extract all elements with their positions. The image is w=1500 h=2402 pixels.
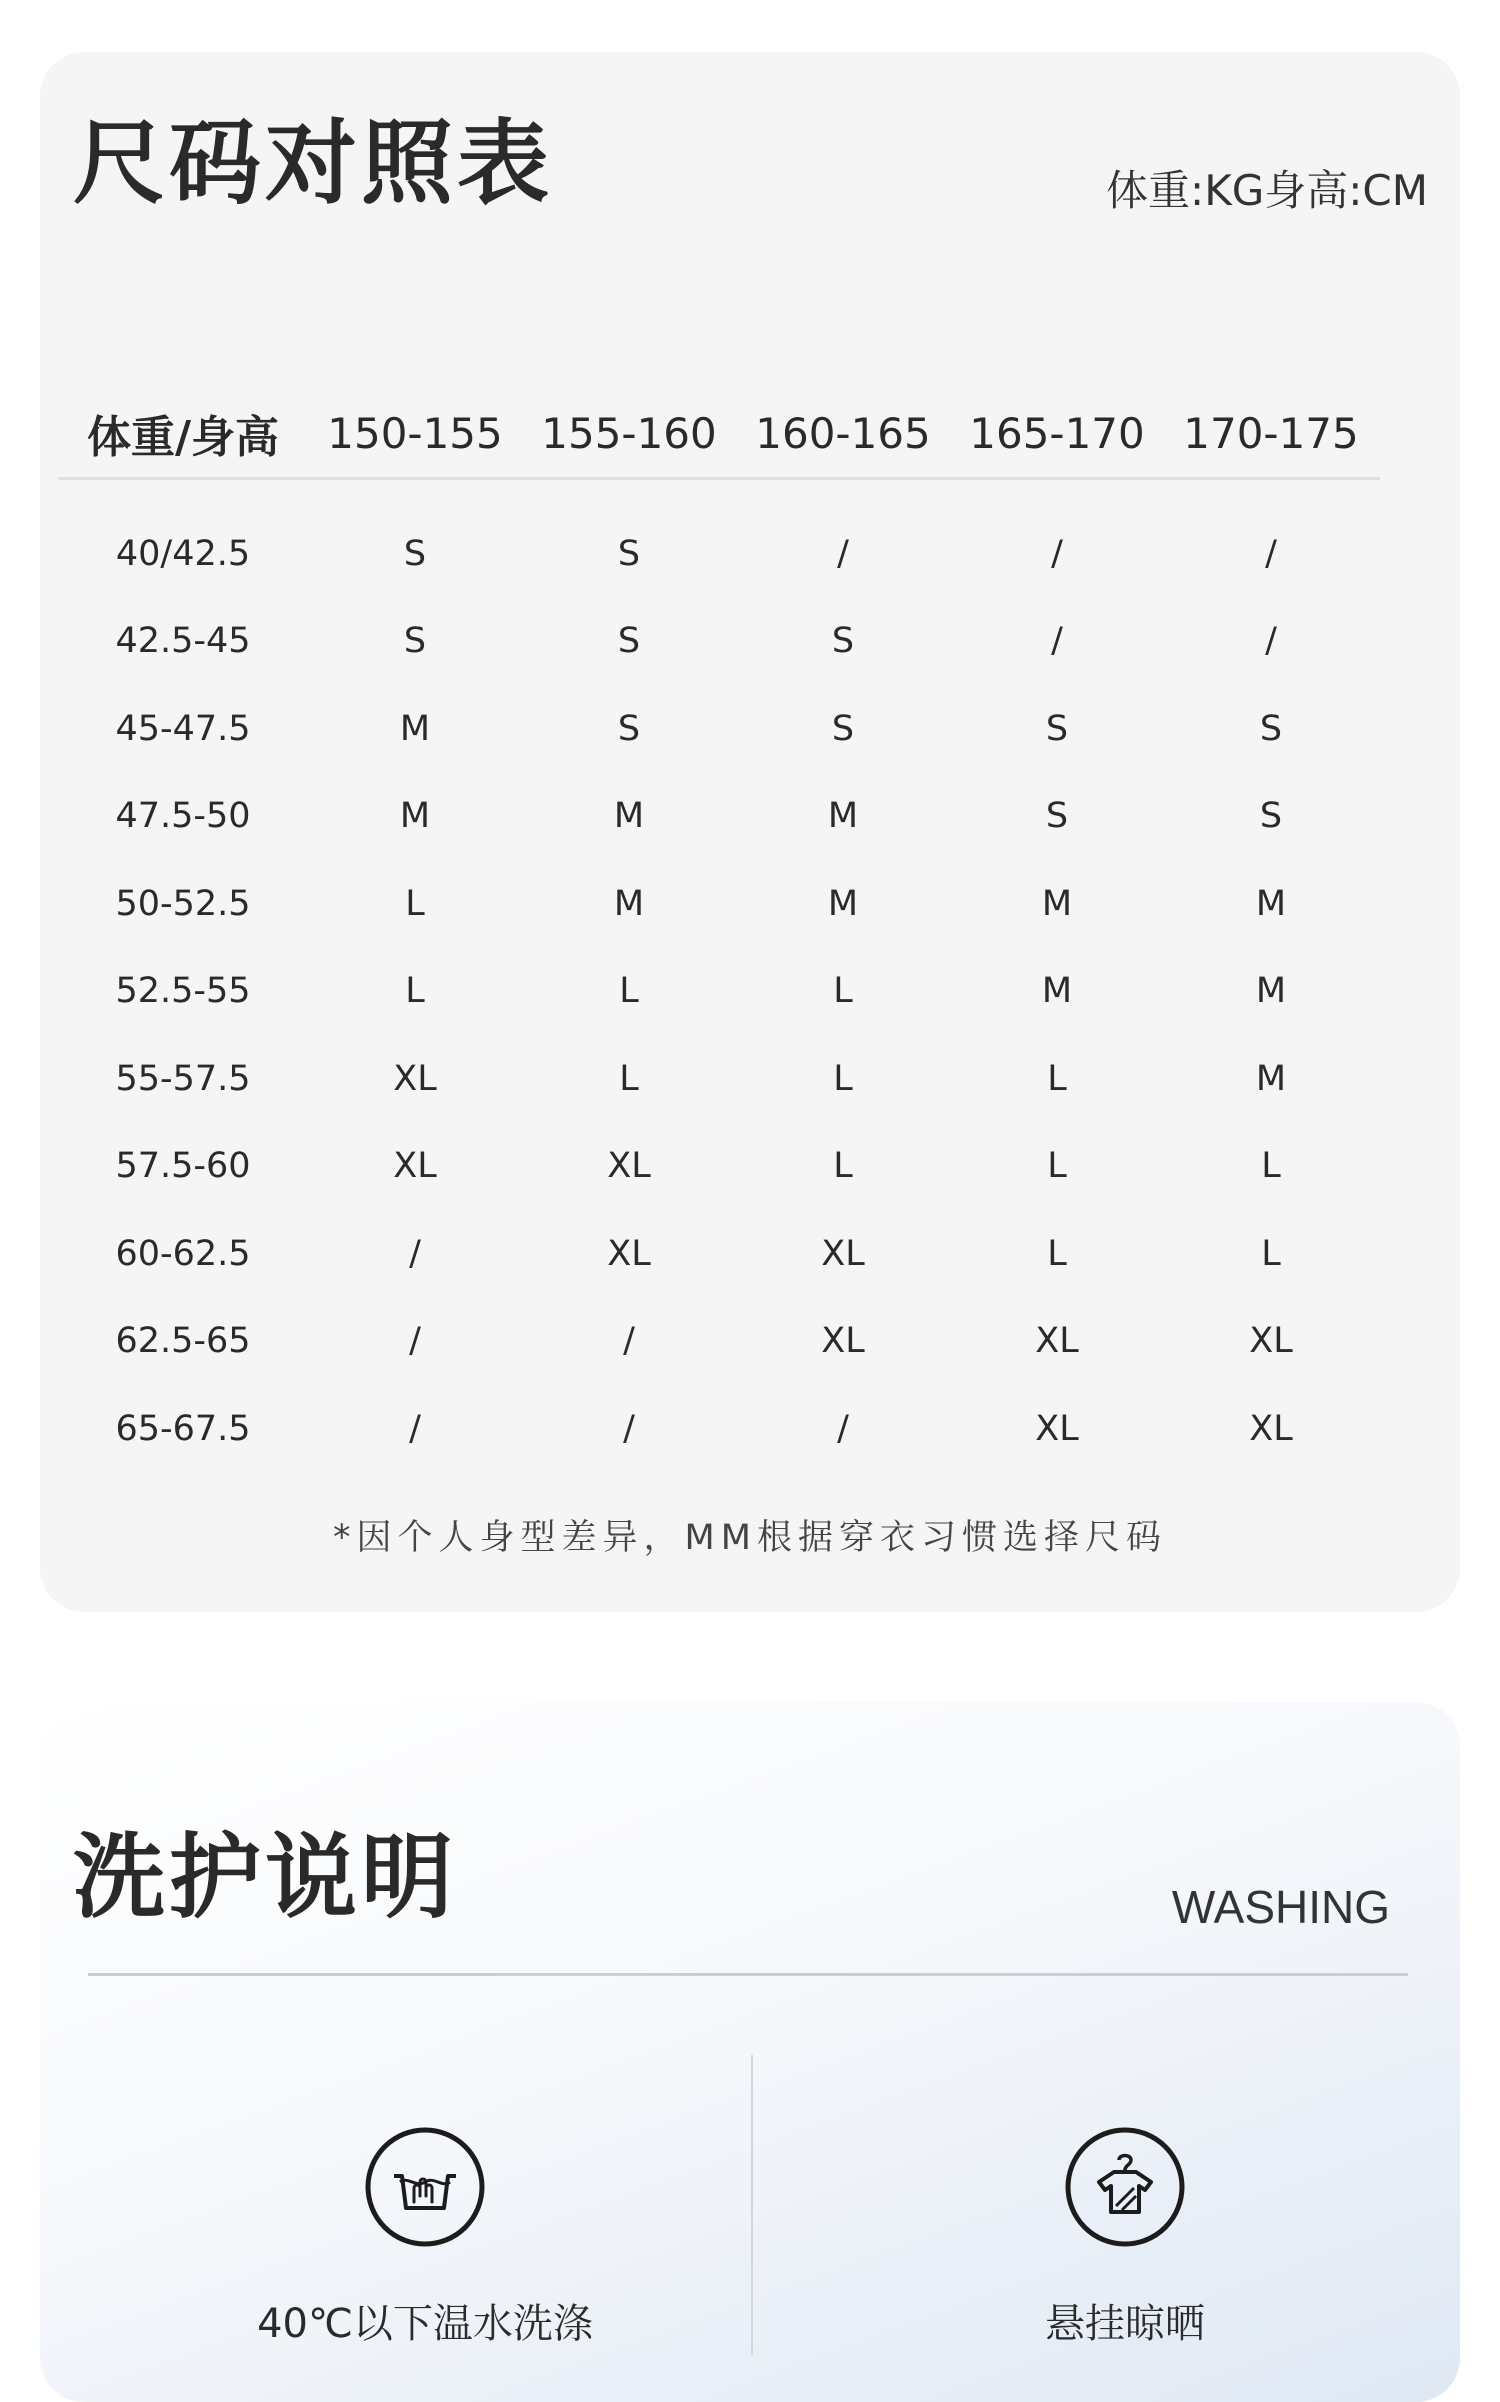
table-row [58,510,1378,598]
size-cell: M [613,883,645,924]
size-cell: L [833,1146,853,1187]
size-cell: / [1051,621,1063,662]
header-divider [58,477,1380,480]
care-label-wash: 40℃以下温水洗涤 [257,2301,593,2347]
size-cell: S [403,621,427,662]
table-row [58,948,1378,1036]
size-cell: L [1261,1233,1281,1274]
size-cell: M [1255,971,1287,1012]
row-label: 45-47.5 [115,708,251,749]
size-cell: / [837,533,849,574]
table-row [58,1123,1378,1211]
size-cell: S [831,708,855,749]
size-cell: M [399,708,431,749]
header-cell: 160-165 [755,408,931,458]
row-label: 52.5-55 [115,971,251,1012]
size-cell: L [833,971,853,1012]
size-cell: S [617,708,641,749]
size-cell: / [409,1233,421,1274]
size-cell: XL [1249,1408,1293,1449]
size-cell: L [619,971,639,1012]
care-title: 洗护说明 [73,1824,458,1931]
row-label: 60-62.5 [115,1233,251,1274]
size-cell: M [613,796,645,837]
table-row [58,773,1378,861]
size-cell: / [409,1408,421,1449]
row-label: 57.5-60 [115,1146,251,1187]
size-cell: S [1045,708,1069,749]
header-cell: 155-160 [541,408,717,458]
size-cell: S [1259,796,1283,837]
wash-basin-icon [364,2126,486,2248]
row-label: 50-52.5 [115,883,251,924]
size-footnote: *因个人身型差异，MM根据穿衣习惯选择尺码 [333,1518,1167,1558]
size-cell: S [831,621,855,662]
size-cell: XL [393,1058,437,1099]
size-cell: L [1047,1233,1067,1274]
row-label: 62.5-65 [115,1321,251,1362]
table-row [58,860,1378,948]
care-column-divider [751,2055,753,2355]
header-cell: 150-155 [327,408,503,458]
size-cell: L [1047,1146,1067,1187]
size-cell: M [1255,883,1287,924]
size-chart-title: 尺码对照表 [73,110,554,217]
size-cell: XL [1035,1408,1079,1449]
table-row [58,1035,1378,1123]
size-cell: XL [1249,1321,1293,1362]
size-cell: L [833,1058,853,1099]
size-cell: / [409,1321,421,1362]
size-cell: M [1041,971,1073,1012]
table-row [58,685,1378,773]
table-row [58,1298,1378,1386]
size-cell: L [405,971,425,1012]
row-label: 40/42.5 [115,533,251,574]
size-cell: S [1259,708,1283,749]
row-label: 42.5-45 [115,621,251,662]
size-cell: S [617,533,641,574]
size-cell: / [1051,533,1063,574]
size-cell: XL [607,1233,651,1274]
row-label: 47.5-50 [115,796,251,837]
size-cell: XL [821,1321,865,1362]
size-cell: L [619,1058,639,1099]
size-cell: / [623,1321,635,1362]
care-divider [88,1973,1408,1976]
size-cell: L [1047,1058,1067,1099]
size-cell: S [403,533,427,574]
size-cell: / [1265,533,1277,574]
size-cell: XL [607,1146,651,1187]
care-label-hang: 悬挂晾晒 [1045,2301,1205,2347]
size-cell: M [1255,1058,1287,1099]
header-cell: 165-170 [969,408,1145,458]
size-cell: / [837,1408,849,1449]
size-cell: S [617,621,641,662]
size-cell: XL [393,1146,437,1187]
size-cell: M [1041,883,1073,924]
table-header [58,398,1378,468]
size-cell: / [1265,621,1277,662]
size-cell: L [1261,1146,1281,1187]
table-row [58,598,1378,686]
size-cell: S [1045,796,1069,837]
table-row [58,1210,1378,1298]
size-cell: XL [821,1233,865,1274]
size-cell: M [399,796,431,837]
unit-note: 体重:KG身高:CM [1106,166,1428,215]
care-subtitle: WASHING [1171,1881,1390,1933]
size-cell: / [623,1408,635,1449]
header-cell: 体重/身高 [86,412,280,463]
size-cell: XL [1035,1321,1079,1362]
size-cell: L [405,883,425,924]
size-cell: M [827,796,859,837]
row-label: 65-67.5 [115,1408,251,1449]
size-cell: M [827,883,859,924]
hang-dry-icon [1064,2126,1186,2248]
header-cell: 170-175 [1183,408,1359,458]
row-label: 55-57.5 [115,1058,251,1099]
table-row [58,1385,1378,1473]
size-table-body [58,510,1378,1473]
